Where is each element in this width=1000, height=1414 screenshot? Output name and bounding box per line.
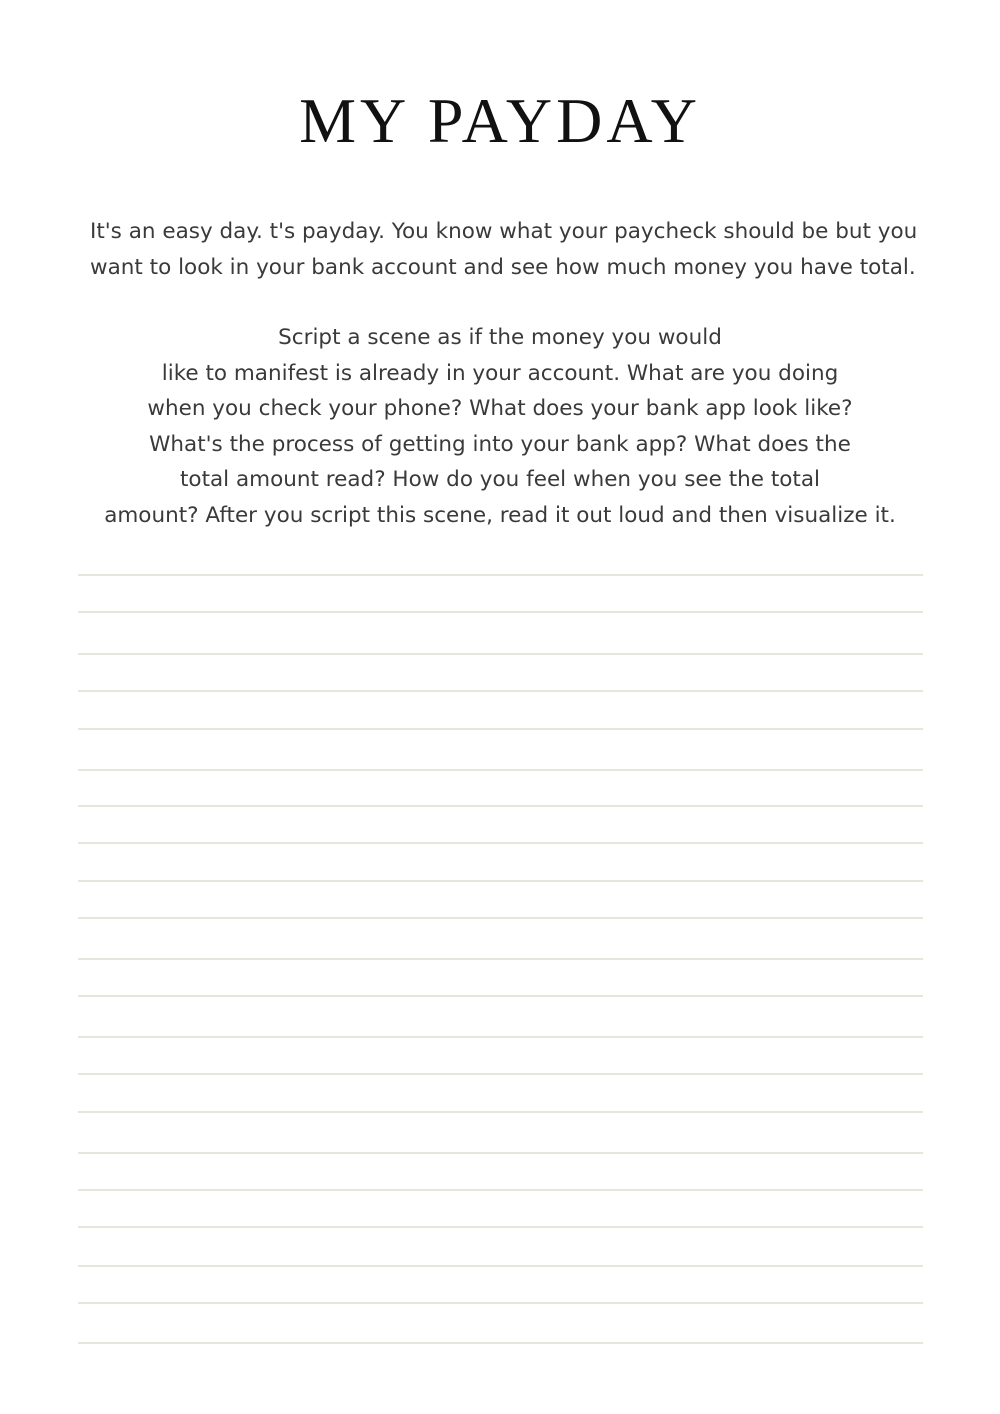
writing-line[interactable] bbox=[78, 728, 923, 730]
writing-line[interactable] bbox=[78, 769, 923, 771]
writing-line[interactable] bbox=[78, 1265, 923, 1267]
writing-line[interactable] bbox=[78, 1111, 923, 1113]
writing-line[interactable] bbox=[78, 995, 923, 997]
writing-line[interactable] bbox=[78, 842, 923, 844]
page-title: MY PAYDAY bbox=[299, 85, 701, 156]
prompt-paragraph bbox=[90, 320, 910, 533]
writing-line[interactable] bbox=[78, 805, 923, 807]
writing-line[interactable] bbox=[78, 1302, 923, 1304]
writing-line[interactable] bbox=[78, 1189, 923, 1191]
intro-line: It's an easy day. t's payday. You know what your paycheck should be but you bbox=[90, 219, 918, 244]
intro-paragraph bbox=[90, 214, 918, 285]
writing-line[interactable] bbox=[78, 611, 923, 613]
intro-line: want to look in your bank account and see how much money you have total. bbox=[90, 254, 916, 280]
prompt-line: What's the process of getting into your bank app? What does the bbox=[149, 431, 851, 457]
writing-line[interactable] bbox=[78, 690, 923, 692]
prompt-line: like to manifest is already in your account. What are you doing bbox=[161, 360, 839, 386]
writing-line[interactable] bbox=[78, 653, 923, 655]
writing-line[interactable] bbox=[78, 1226, 923, 1228]
writing-line[interactable] bbox=[78, 1152, 923, 1154]
writing-line[interactable] bbox=[78, 1073, 923, 1075]
prompt-line: total amount read? How do you feel when you see the total bbox=[179, 467, 820, 492]
prompt-line: when you check your phone? What does your bank app look like? bbox=[147, 396, 853, 421]
prompt-line: Script a scene as if the money you would bbox=[278, 325, 722, 350]
writing-line[interactable] bbox=[78, 574, 923, 576]
writing-line[interactable] bbox=[78, 1036, 923, 1038]
writing-line[interactable] bbox=[78, 917, 923, 919]
writing-line[interactable] bbox=[78, 958, 923, 960]
writing-line[interactable] bbox=[78, 880, 923, 882]
prompt-line: amount? After you script this scene, read it out loud and then visualize it. bbox=[104, 502, 896, 528]
writing-line[interactable] bbox=[78, 1342, 923, 1344]
